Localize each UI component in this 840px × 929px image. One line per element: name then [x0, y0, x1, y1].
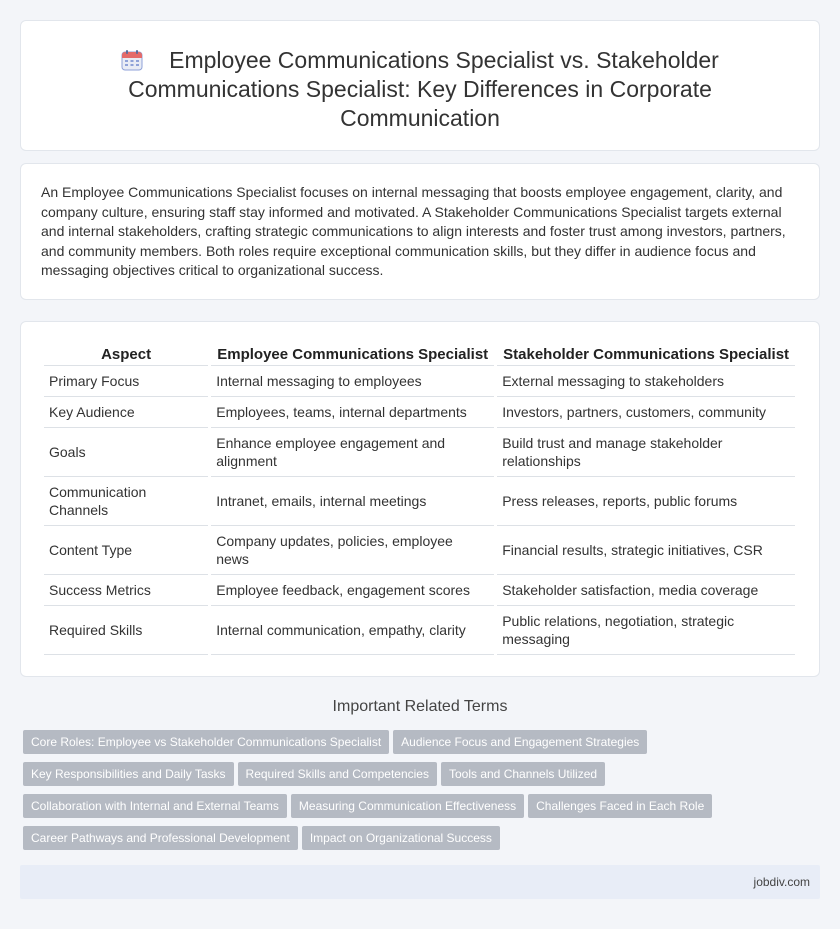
table-cell: Financial results, strategic initiatives, CSR — [497, 526, 795, 575]
related-terms-tags — [23, 730, 823, 858]
table-row — [44, 606, 795, 655]
table-cell: Enhance employee engagement and alignment — [211, 428, 494, 477]
table-row — [44, 366, 795, 397]
footer-site-name[interactable]: jobdiv.com — [753, 875, 810, 889]
related-term-tag[interactable]: Challenges Faced in Each Role — [528, 794, 712, 818]
title-card — [20, 20, 820, 151]
table-cell: Internal communication, empathy, clarity — [211, 606, 494, 655]
comparison-table — [41, 340, 798, 655]
table-row — [44, 477, 795, 526]
header-stakeholder: Stakeholder Communications Specialist — [497, 340, 795, 366]
tag-row — [23, 826, 823, 858]
table-row — [44, 428, 795, 477]
table-cell: Success Metrics — [44, 575, 208, 606]
table-cell: Communication Channels — [44, 477, 208, 526]
page-title-text: Employee Communications Specialist vs. Stakeholder Communications Specialist: Key Differences in Corporate Communication — [128, 47, 719, 131]
table-row — [44, 397, 795, 428]
tag-row — [23, 730, 823, 762]
table-cell: Stakeholder satisfaction, media coverage — [497, 575, 795, 606]
footer — [20, 865, 820, 899]
comparison-table-card — [20, 321, 820, 677]
table-row — [44, 526, 795, 575]
table-cell: Goals — [44, 428, 208, 477]
table-cell: Primary Focus — [44, 366, 208, 397]
table-cell: Investors, partners, customers, community — [497, 397, 795, 428]
related-term-tag[interactable]: Collaboration with Internal and External Teams — [23, 794, 287, 818]
calendar-icon — [121, 49, 143, 71]
related-term-tag[interactable]: Audience Focus and Engagement Strategies — [393, 730, 647, 754]
related-term-tag[interactable]: Measuring Communication Effectiveness — [291, 794, 524, 818]
table-cell: Intranet, emails, internal meetings — [211, 477, 494, 526]
related-term-tag[interactable]: Career Pathways and Professional Development — [23, 826, 298, 850]
table-cell: Company updates, policies, employee news — [211, 526, 494, 575]
related-term-tag[interactable]: Key Responsibilities and Daily Tasks — [23, 762, 234, 786]
table-header-row — [44, 340, 795, 366]
table-cell: Internal messaging to employees — [211, 366, 494, 397]
intro-paragraph: An Employee Communications Specialist focuses on internal messaging that boosts employee engagement, clarity, and company culture, ensuring staff stay informed and motivated. A Stakeholder Communications Specialist targets external and internal stakeholders, crafting strategic communications to align interests and foster trust among investors, partners, and community members. Both roles require exceptional communication skills, but they differ in audience focus and messaging objectives critical to organizational success. — [41, 184, 786, 278]
table-row — [44, 575, 795, 606]
table-cell: Public relations, negotiation, strategic messaging — [497, 606, 795, 655]
table-cell: Press releases, reports, public forums — [497, 477, 795, 526]
related-terms-heading: Important Related Terms — [332, 698, 508, 715]
page-title — [61, 46, 779, 133]
tag-row — [23, 762, 823, 794]
related-term-tag[interactable]: Impact on Organizational Success — [302, 826, 500, 850]
table-cell: Content Type — [44, 526, 208, 575]
header-aspect: Aspect — [44, 340, 208, 366]
table-cell: External messaging to stakeholders — [497, 366, 795, 397]
table-cell: Employees, teams, internal departments — [211, 397, 494, 428]
related-term-tag[interactable]: Required Skills and Competencies — [238, 762, 437, 786]
table-cell: Build trust and manage stakeholder relationships — [497, 428, 795, 477]
related-term-tag[interactable]: Tools and Channels Utilized — [441, 762, 605, 786]
table-cell: Employee feedback, engagement scores — [211, 575, 494, 606]
tag-row — [23, 794, 823, 826]
table-cell: Key Audience — [44, 397, 208, 428]
header-employee: Employee Communications Specialist — [211, 340, 494, 366]
related-term-tag[interactable]: Core Roles: Employee vs Stakeholder Communications Specialist — [23, 730, 389, 754]
table-cell: Required Skills — [44, 606, 208, 655]
intro-card — [20, 163, 820, 300]
